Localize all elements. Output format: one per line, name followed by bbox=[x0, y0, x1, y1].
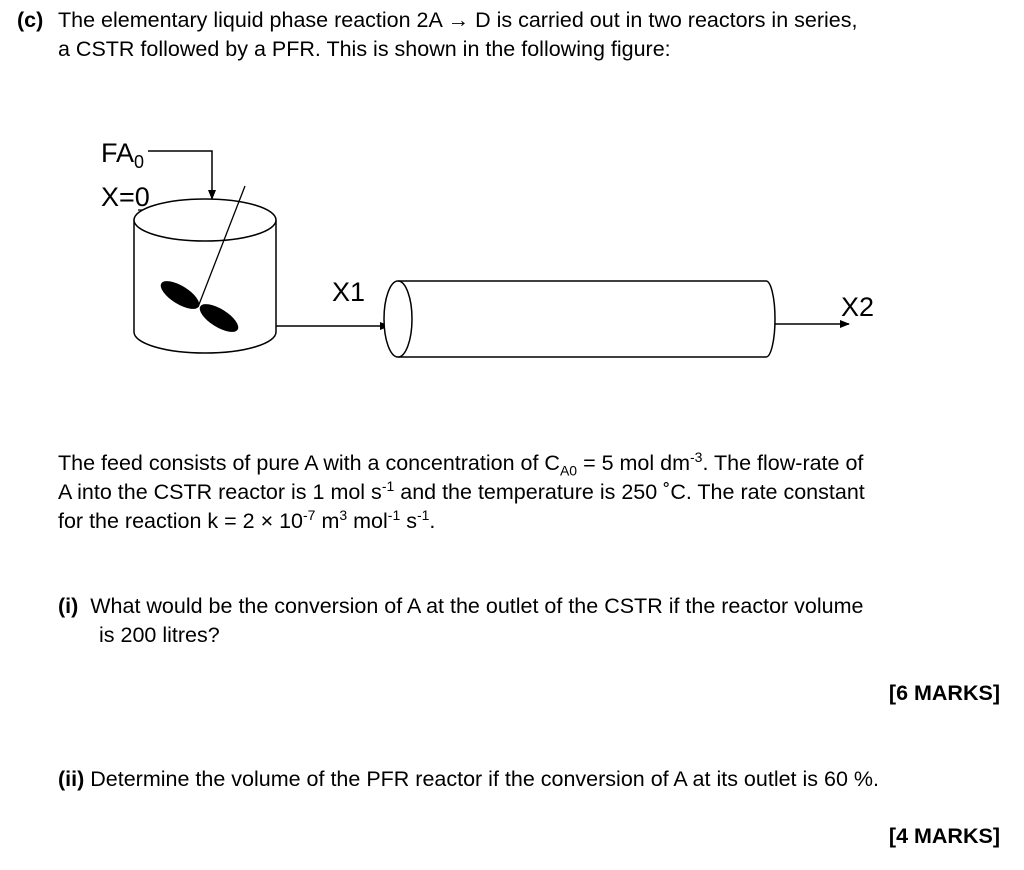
feed-text-1: The feed consists of pure A with a concentration of C bbox=[58, 451, 560, 475]
feed-conversion-label: X=0 bbox=[101, 182, 150, 212]
m-exponent: 3 bbox=[339, 506, 348, 523]
feed-line bbox=[148, 151, 212, 199]
question-ii-text: Determine the volume of the PFR reactor if the conversion of A at its outlet is 60 %. bbox=[90, 767, 879, 791]
mol-exponent: -1 bbox=[387, 506, 401, 523]
cstr-tank bbox=[134, 199, 276, 353]
feed-text-9: s bbox=[400, 509, 417, 533]
feed-label: $FA_0$ bbox=[101, 138, 145, 172]
question-ii-label: (ii) bbox=[58, 767, 85, 791]
question-i-line2: is 200 litres? bbox=[99, 623, 220, 647]
feed-text-6: for the reaction k = 2 × 10 bbox=[58, 509, 304, 533]
part-c-label: (c) bbox=[17, 8, 44, 32]
question-i-label: (i) bbox=[58, 594, 79, 618]
question-ii bbox=[58, 765, 1008, 794]
pfr-reactor bbox=[384, 281, 775, 357]
feed-text-5: and the temperature is 250 ˚C. The rate constant bbox=[394, 480, 865, 504]
feed-text-8: mol bbox=[347, 509, 388, 533]
question-i bbox=[58, 592, 1008, 650]
part-c-line1: The elementary liquid phase reaction 2A → D is carried out in two reactors in series, bbox=[58, 8, 858, 32]
feed-text-7: m bbox=[315, 509, 340, 533]
feed-text-3: . The flow-rate of bbox=[702, 451, 864, 475]
reactor-diagram bbox=[0, 120, 1024, 500]
k-exponent: -7 bbox=[303, 506, 316, 523]
question-i-line1: What would be the conversion of A at the outlet of the CSTR if the reactor volume bbox=[90, 594, 864, 618]
part-c-line2: a CSTR followed by a PFR. This is shown in the following figure: bbox=[58, 37, 671, 61]
feed-paragraph bbox=[58, 449, 1003, 536]
pfr-outlet-label: X2 bbox=[841, 292, 875, 322]
s-exponent: -1 bbox=[381, 477, 395, 494]
feed-text-10: . bbox=[429, 509, 436, 533]
cstr-outlet-label: X1 bbox=[332, 277, 366, 307]
question-ii-marks: [4 MARKS] bbox=[888, 824, 1000, 848]
question-i-marks: [6 MARKS] bbox=[888, 681, 1000, 705]
s2-exponent: -1 bbox=[416, 506, 430, 523]
feed-text-4: A into the CSTR reactor is 1 mol s bbox=[58, 480, 382, 504]
cao-subscript: A0 bbox=[559, 462, 578, 479]
dm-exponent: -3 bbox=[690, 448, 703, 465]
feed-text-2: = 5 mol dm bbox=[577, 451, 691, 475]
part-c-intro bbox=[17, 6, 1007, 64]
